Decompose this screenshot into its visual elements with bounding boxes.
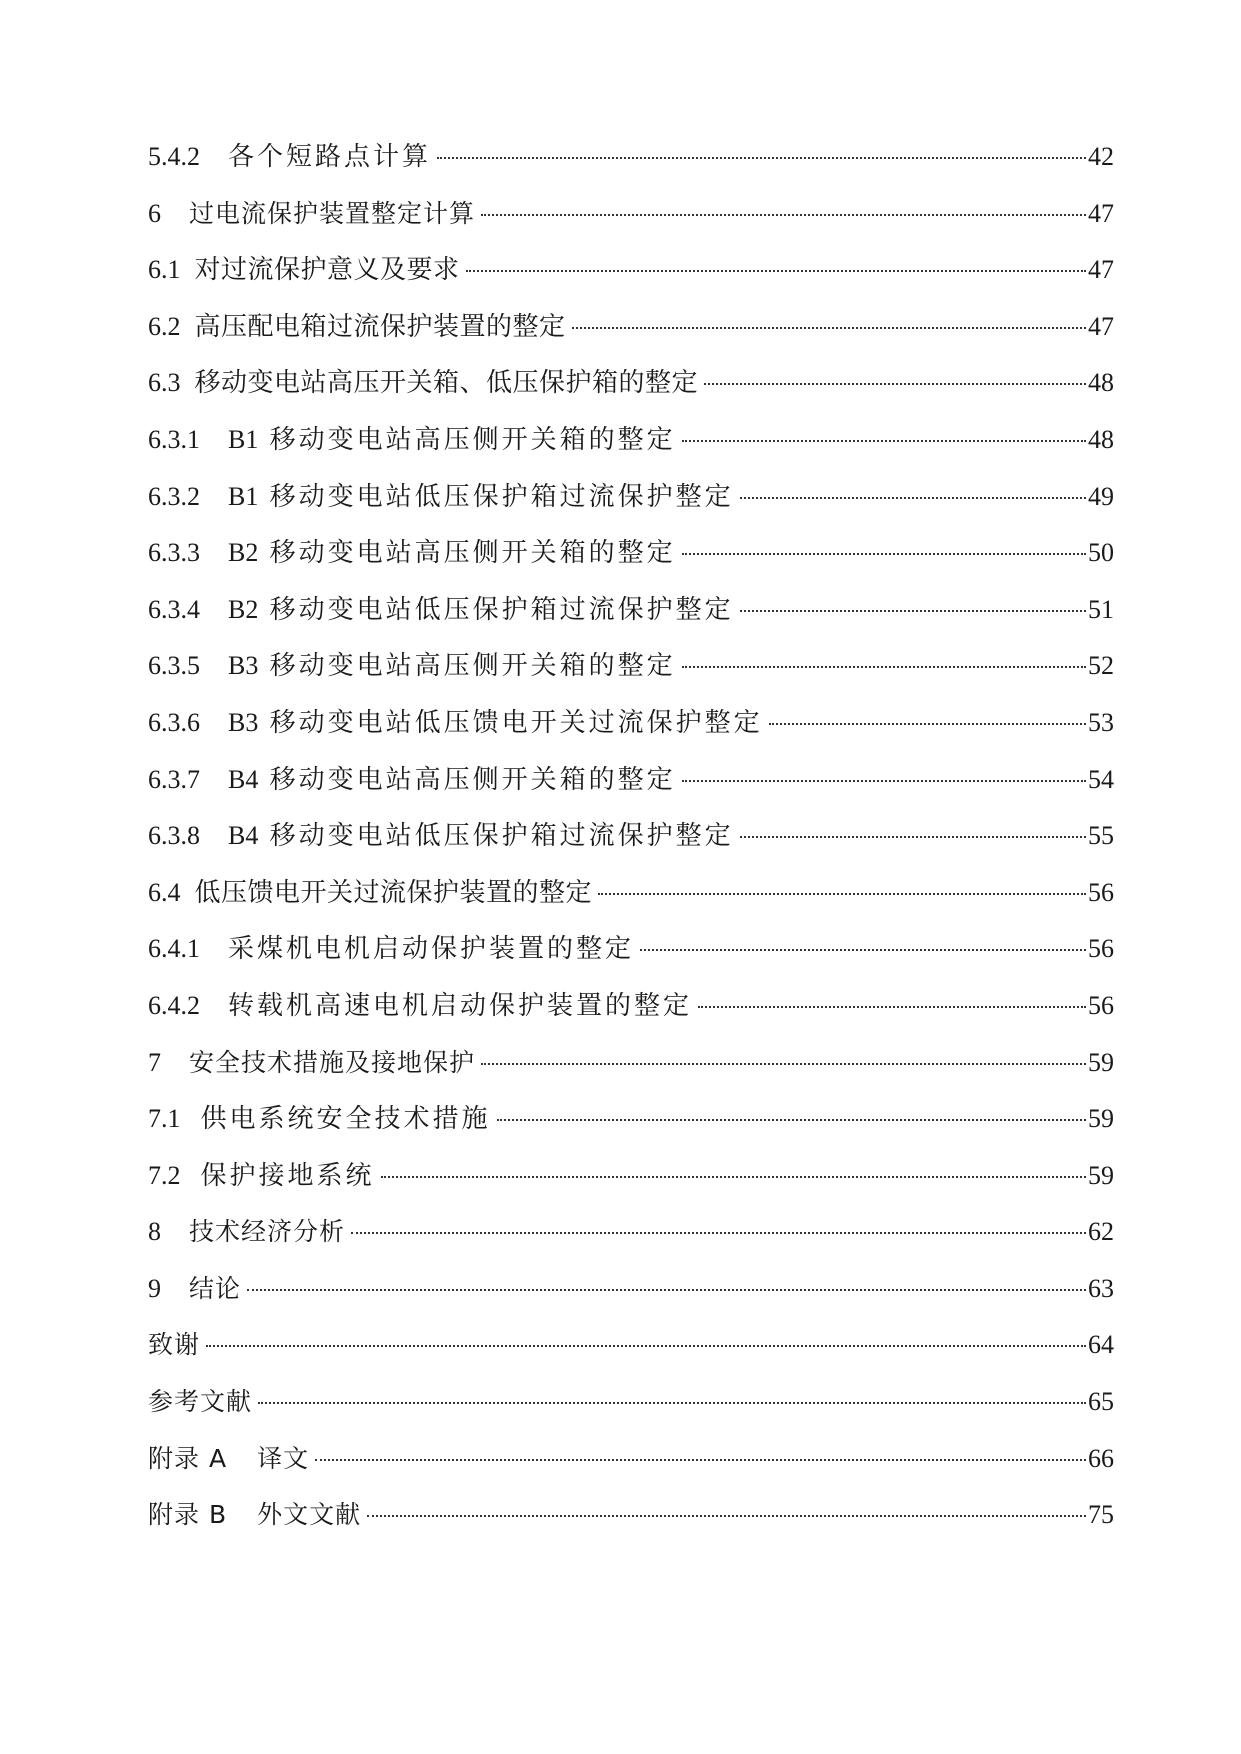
toc-entry-acknowledgements[interactable] <box>148 1329 1114 1386</box>
dot-leader <box>740 497 1086 499</box>
toc-entry-title: 转载机高速电机启动保护装置的整定 <box>228 990 693 1021</box>
toc-entry-6-3-4[interactable] <box>148 594 1114 651</box>
toc-entry-page: 55 <box>1088 821 1114 851</box>
toc-entry-number: 6.3.8 <box>148 821 200 851</box>
toc-entry-number: 6.3.5 <box>148 651 200 681</box>
toc-entry-6-3-8[interactable] <box>148 820 1114 877</box>
toc-entry-title-prefix: 附录 A <box>148 1443 228 1473</box>
toc-entry-title: 采煤机电机启动保护装置的整定 <box>228 934 635 965</box>
dot-leader <box>598 893 1086 895</box>
toc-entry-6-3[interactable] <box>148 367 1114 424</box>
dot-leader <box>247 1289 1086 1291</box>
dot-leader <box>572 327 1086 329</box>
toc-entry-page: 49 <box>1088 481 1114 511</box>
toc-entry-7-2[interactable] <box>148 1160 1114 1217</box>
dot-leader <box>698 1006 1086 1008</box>
toc-entry-number: 6.4 <box>148 877 181 907</box>
toc-entry-title: 高压配电箱过流保护装置的整定 <box>194 311 566 342</box>
toc-entry-title-prefix: B2 <box>228 594 259 624</box>
dot-leader <box>740 610 1086 612</box>
toc-entry-6-3-1[interactable] <box>148 424 1114 481</box>
toc-entry-title <box>228 481 734 513</box>
toc-entry-title: 低压馈电开关过流保护装置的整定 <box>194 877 593 908</box>
dot-leader <box>367 1515 1086 1517</box>
toc-entry-7[interactable] <box>148 1047 1114 1104</box>
toc-entry-title: 对过流保护意义及要求 <box>194 255 460 286</box>
table-of-contents <box>148 141 1114 1556</box>
toc-entry-page: 65 <box>1088 1387 1114 1417</box>
dot-leader <box>481 214 1086 216</box>
toc-entry-title <box>228 424 676 456</box>
toc-entry-title-prefix: B3 <box>228 651 259 681</box>
toc-entry-title <box>228 537 676 569</box>
toc-entry-title-prefix: B4 <box>228 821 259 851</box>
toc-entry-8[interactable] <box>148 1216 1114 1273</box>
toc-entry-title: 保护接地系统 <box>200 1160 375 1191</box>
toc-entry-page: 59 <box>1088 1160 1114 1190</box>
toc-entry-title-prefix: B1 <box>228 424 259 454</box>
toc-entry-number: 6.1 <box>148 255 181 285</box>
toc-entry-6-4-1[interactable] <box>148 933 1114 990</box>
toc-entry-appendix-a[interactable] <box>148 1443 1114 1500</box>
toc-entry-number: 6.3 <box>148 368 181 398</box>
toc-entry-page: 75 <box>1088 1500 1114 1530</box>
toc-entry-number: 6.3.1 <box>148 424 200 454</box>
toc-entry-title: 供电系统安全技术措施 <box>200 1104 491 1135</box>
toc-entry-5-4-2[interactable] <box>148 141 1114 198</box>
toc-entry-title-prefix: B2 <box>228 538 259 568</box>
toc-entry-page: 52 <box>1088 651 1114 681</box>
toc-entry-page: 54 <box>1088 764 1114 794</box>
toc-entry-title <box>228 764 676 796</box>
toc-entry-appendix-b[interactable] <box>148 1499 1114 1556</box>
toc-entry-6-3-2[interactable] <box>148 481 1114 538</box>
toc-entry-page: 42 <box>1088 142 1114 171</box>
toc-entry-6-3-7[interactable] <box>148 764 1114 821</box>
toc-entry-title-text: 移动变电站高压侧开关箱的整定 <box>269 764 676 795</box>
toc-entry-title: 移动变电站高压开关箱、低压保护箱的整定 <box>194 368 699 399</box>
toc-entry-title <box>228 707 763 739</box>
toc-entry-title: 各个短路点计算 <box>228 142 432 172</box>
toc-entry-number: 8 <box>148 1217 161 1247</box>
toc-entry-page: 47 <box>1088 311 1114 341</box>
toc-entry-title: 过电流保护装置整定计算 <box>189 198 476 228</box>
toc-entry-number: 7.1 <box>148 1104 181 1134</box>
toc-entry-title-text: 移动变电站高压侧开关箱的整定 <box>269 651 676 682</box>
dot-leader <box>315 1459 1086 1461</box>
toc-entry-6-2[interactable] <box>148 311 1114 368</box>
dot-leader <box>437 157 1086 159</box>
toc-entry-page: 64 <box>1088 1330 1114 1360</box>
toc-entry-number: 7 <box>148 1047 161 1077</box>
toc-entry-title-prefix: B3 <box>228 707 259 737</box>
toc-entry-title-prefix: 附录 B <box>148 1500 228 1530</box>
toc-entry-number: 6.3.7 <box>148 764 200 794</box>
toc-entry-number: 6.3.2 <box>148 481 200 511</box>
dot-leader <box>206 1345 1086 1347</box>
toc-entry-number: 5.4.2 <box>148 142 200 171</box>
toc-entry-9[interactable] <box>148 1273 1114 1330</box>
toc-entry-title-text: 移动变电站高压侧开关箱的整定 <box>269 538 676 569</box>
toc-entry-6-3-6[interactable] <box>148 707 1114 764</box>
toc-entry-6-4-2[interactable] <box>148 990 1114 1047</box>
dot-leader <box>769 723 1086 725</box>
toc-entry-title-text: 移动变电站低压馈电开关过流保护整定 <box>269 707 763 738</box>
toc-entry-page: 50 <box>1088 538 1114 568</box>
toc-entry-title: 致谢 <box>148 1330 201 1360</box>
toc-entry-page: 51 <box>1088 594 1114 624</box>
toc-entry-page: 62 <box>1088 1217 1114 1247</box>
toc-entry-title: 外文文献 <box>257 1500 362 1530</box>
toc-entry-number: 6 <box>148 198 161 228</box>
toc-entry-page: 59 <box>1088 1104 1114 1134</box>
toc-entry-page: 66 <box>1088 1443 1114 1473</box>
toc-entry-title: 结论 <box>189 1273 242 1303</box>
toc-entry-title-text: 移动变电站低压保护箱过流保护整定 <box>269 481 734 512</box>
toc-entry-number: 6.3.6 <box>148 707 200 737</box>
toc-entry-page: 59 <box>1088 1047 1114 1077</box>
dot-leader <box>381 1176 1086 1178</box>
toc-entry-title: 技术经济分析 <box>189 1217 346 1247</box>
toc-entry-page: 56 <box>1088 934 1114 964</box>
toc-entry-number: 6.3.3 <box>148 538 200 568</box>
toc-entry-page: 48 <box>1088 368 1114 398</box>
toc-entry-page: 48 <box>1088 424 1114 454</box>
toc-entry-6-4[interactable] <box>148 877 1114 934</box>
toc-entry-page: 47 <box>1088 198 1114 228</box>
toc-entry-number: 6.4.1 <box>148 934 200 964</box>
dot-leader <box>258 1402 1086 1404</box>
dot-leader <box>466 270 1086 272</box>
toc-entry-title-prefix: B4 <box>228 764 259 794</box>
toc-entry-title-text: 移动变电站高压侧开关箱的整定 <box>269 424 676 455</box>
dot-leader <box>682 440 1086 442</box>
toc-entry-number: 9 <box>148 1273 161 1303</box>
toc-entry-6-3-3[interactable] <box>148 537 1114 594</box>
toc-entry-title <box>228 650 676 682</box>
toc-entry-page: 63 <box>1088 1273 1114 1303</box>
toc-entry-page: 47 <box>1088 255 1114 285</box>
toc-entry-6[interactable] <box>148 198 1114 255</box>
toc-entry-title: 安全技术措施及接地保护 <box>189 1047 476 1077</box>
toc-entry-number: 6.2 <box>148 311 181 341</box>
toc-entry-6-3-5[interactable] <box>148 650 1114 707</box>
toc-entry-number: 7.2 <box>148 1160 181 1190</box>
toc-entry-page: 56 <box>1088 990 1114 1020</box>
toc-entry-page: 56 <box>1088 877 1114 907</box>
dot-leader <box>682 666 1086 668</box>
toc-entry-title: 译文 <box>257 1443 310 1473</box>
toc-entry-title-prefix: B1 <box>228 481 259 511</box>
toc-entry-title-text: 移动变电站低压保护箱过流保护整定 <box>269 594 734 625</box>
dot-leader <box>682 780 1086 782</box>
dot-leader <box>481 1063 1086 1065</box>
dot-leader <box>704 383 1086 385</box>
toc-entry-title <box>228 594 734 626</box>
dot-leader <box>351 1232 1086 1234</box>
toc-entry-number: 6.4.2 <box>148 990 200 1020</box>
dot-leader <box>740 836 1086 838</box>
dot-leader <box>497 1119 1086 1121</box>
toc-entry-references[interactable] <box>148 1386 1114 1443</box>
dot-leader <box>640 949 1086 951</box>
toc-entry-title-text: 移动变电站低压保护箱过流保护整定 <box>269 821 734 852</box>
toc-entry-7-1[interactable] <box>148 1103 1114 1160</box>
toc-entry-page: 53 <box>1088 707 1114 737</box>
toc-entry-title: 参考文献 <box>148 1387 253 1417</box>
toc-entry-title <box>228 820 734 852</box>
dot-leader <box>682 553 1086 555</box>
toc-entry-6-1[interactable] <box>148 254 1114 311</box>
toc-entry-number: 6.3.4 <box>148 594 200 624</box>
